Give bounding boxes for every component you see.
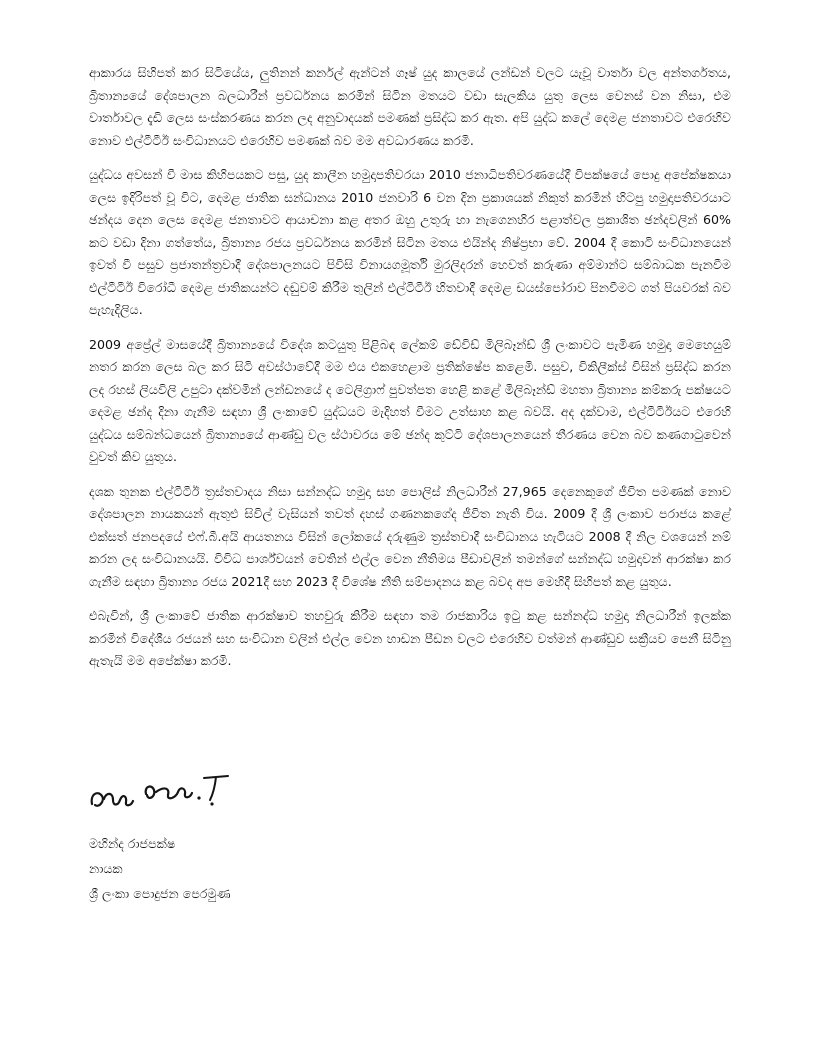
paragraph-2: යුද්ධය අවසන් වී මාස කිහිපයකට පසු, යුද කාලීන හමුදාපතිවරයා 2010 ජනාධිපතිවරණයේදී විපක්ෂයේ පොදු අපේක්ෂකයා ලෙස ඉදිරිපත් වූ විට, දෙමළ ජාතික සන්ධානය 2010 ජනවාරි 6 වන දින ප්‍රකාශයක් නිකුත් කරමින් හිටපු හමුදාපතිවරයාට ඡන්දය දෙන ලෙස දෙමළ ජනතාවට ආයාචනා කළ අතර ඔහු උතුරු හා නැගෙනහිර පළාත්වල ප්‍රකාශිත ඡන්දවලින් 60% කට වඩා දිනා ගත්තේය, බ්‍රිතාන්‍ය රජය ප්‍රවර්ධනය කරමින් සිටින මතය එයින්ද නිෂ්ප්‍රභා වේ. 2004 දී කොටි සංවිධානයෙන් ඉවත් වී පසුව ප්‍රජාතන්ත්‍රවාදී දේශපාලනයට පිවිසි විනායගමූර්ති මුරලිදරන් හෙවත් කරුණා අම්මාන්ට සම්බාධක පැනවීම එල්ටීටීඊ විරෝධී දෙමළ ජාතිකයන්ට දඬුවම් කිරීම තුලින් එල්ටීටීඊ හිතවාදී දෙමළ ඩයස්පෝරාව පිනවීමට ගත් පියවරක් බව පැහැදිලිය. [89, 167, 731, 317]
letter-body [89, 62, 731, 685]
paragraph-3: 2009 අප්‍රේල් මාසයේදී බ්‍රිතාන්‍යයේ විදේශ කටයුතු පිළිබඳ ලේකම් ඩේවිඩ් මිලිබෑන්ඩ් ශ්‍රී ලංකාවට පැමිණ හමුදා මෙහෙයුම් නතර කරන ලෙස බල කර සිටි අවස්ථාවේදී මම එය එකහෙළාම ප්‍රතික්ෂේප කළෙමි. පසුව, විකිලීක්ස් විසින් ප්‍රසිද්ධ කරන ලද රහස් ලියවිලි උපුටා දක්වමින් ලන්ඩනයේ ද ටෙලිග්‍රාෆ් පුවත්පත හෙළි කළේ මිලිබෑන්ඩ් මහතා බ්‍රිතාන්‍ය කම්කරු පක්ෂයට දෙමළ ඡන්ද දිනා ගැනීම සඳහා ශ්‍රී ලංකාවේ යුද්ධයට මැදිහත් වීමට උත්සාහ කළ බවයි. අද දක්වාම, එල්ටීටීඊයට එරෙහි යුද්ධය සම්බන්ධයෙන් බ්‍රිතාන්‍යයේ ආණ්ඩු වල ස්ථාවරය මේ ඡන්ද කුට්ටි දේශපාලනයෙන් තීරණය වෙන බව කණගාටුවෙන් වුවත් කිව යුතුය. [89, 336, 731, 464]
paragraph-5: එබැවින්, ශ්‍රී ලංකාවේ ජාතික ආරක්ෂාව තහවුරු කිරීම සඳහා තම රාජකාරිය ඉටු කළ සන්නද්ධ හමුදා නිලධාරීන් ඉලක්ක කරමින් විදේශීය රජයන් සහ සංවිධාන වලින් එල්ල වෙන හාඩන පීඩන වලට එරෙහිව වත්මන් ආණ්ඩුව සක්‍රීයව පෙනී සිටිනු ඇතැයි මම අපේක්ෂා කරමි. [89, 608, 731, 668]
paragraph-1: ආකාරය සිහිපත් කර සිටියේය, ලුතිනන් කර්නල් ඇන්ටන් ගෑෂ් යුද කාලයේ ලන්ඩන් වලට යැවූ වාර්තා වල අන්තර්ගතය, බ්‍රිතාන්‍යයේ දේශපාලන බලධාරීන් ප්‍රවර්ධනය කරමින් සිටින මතයට වඩා සැලකිය යුතු ලෙස වෙනස් වන නිසා, එම වාර්තාවල දැඩි ලෙස සංස්කරණය කරන ලද අනුවාදයක් පමණක් ප්‍රසිද්ධ කර ඇත. අපි යුද්ධ කලේ දෙමළ ජනතාවට එරෙහිව නොව එල්ටීටීඊ සංවිධානයට එරෙහිව පමණක් බව මම අවධාරණය කරමි. [89, 65, 731, 148]
signatory-title: නායක [89, 861, 123, 876]
signatory-name: මහින්ද රාජපක්ෂ [89, 836, 176, 851]
handwritten-signature [86, 764, 236, 820]
signatory-party: ශ්‍රී ලංකා පොදුජන පෙරමුණ [89, 886, 231, 901]
signature-block [89, 831, 231, 906]
paragraph-4: දශක තුනක එල්ටීටීඊ ත්‍රස්තවාදය නිසා සන්නද්ධ හමුදා සහ පොලිස් නිලධාරීන් 27,965 දෙනෙකුගේ ජීවිත පමණක් නොව දේශපාලන නායකයන් ඇතුළු සිවිල් වැසියන් තවත් දහස් ගණනකගේද ජීවිත නැති විය. 2009 දී ශ්‍රී ලංකාව පරාජය කළේ එක්සත් ජනපදයේ එෆ්.බී.අයි ආයතනය විසින් ලෝකයේ දරුණුම ත්‍රස්තවාදී සංවිධානය හැටියට 2008 දී නිල වශයෙන් නම් කරන ලද සංවිධානයයි. විවිධ පාර්ශ්වයන් වෙතින් එල්ල වෙන නීතිමය පීඩාවලින් තමන්ගේ සන්නද්ධ හමුදාවන් ආරක්ෂා කර ගැනීම සඳහා බ්‍රිතාන්‍ය රජය 2021දී සහ 2023 දී විශේෂ නීති සම්පාදනය කළ බවද අප මෙහිදී සිහිපත් කළ යුතුය. [89, 483, 731, 589]
